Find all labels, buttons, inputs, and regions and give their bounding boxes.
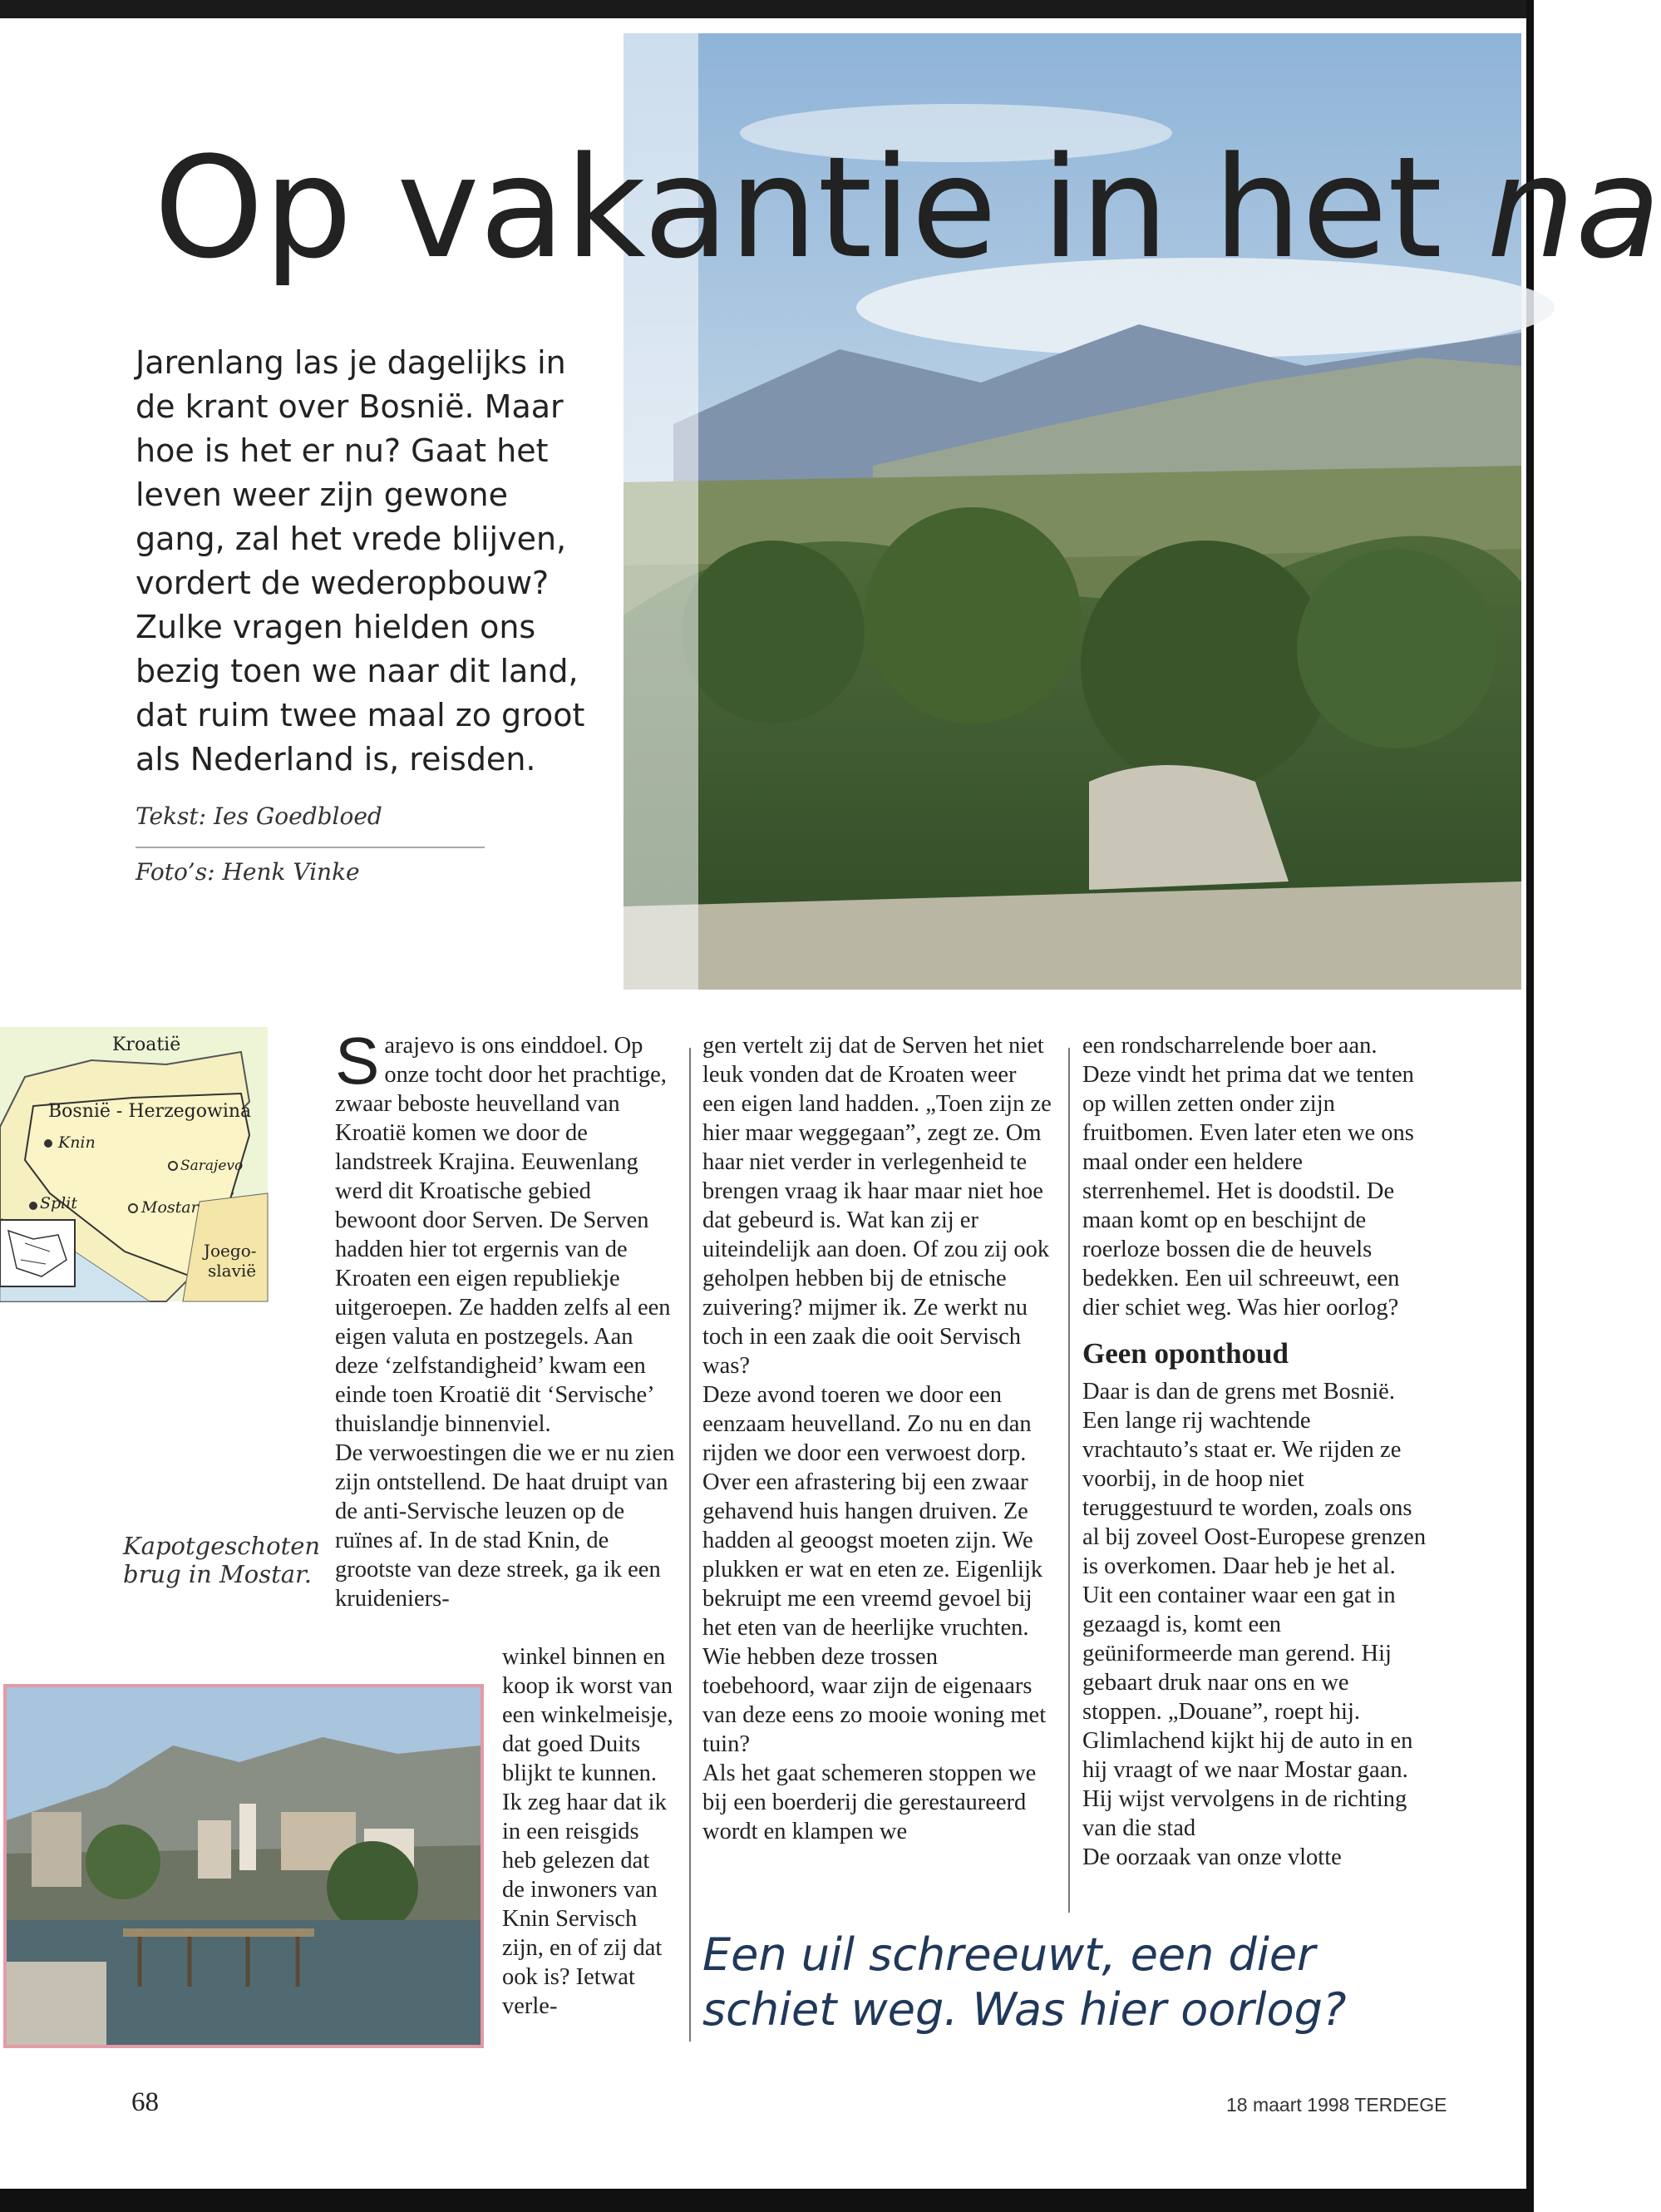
article-column-3 (1082, 1031, 1432, 1872)
article-column-1-continued (502, 1642, 677, 2021)
article-paragraph: Daar is dan de grens met Bosnië. Een lange rij wachtende vrachtauto’s staat er. We rijden ze voorbij, in de hoop niet teruggestuurd te worden, zoals ons al bij zoveel Oost-Europese grenzen is overkomen. Daar heb je het al. Uit een container waar een gat in gezaagd is, komt een geüniformeerde man gerend. Hij gebaart druk naar ons en we stoppen. „Douane”, roept hij. Glimlachend kijkt hij de auto in en hij vraagt of we naar Mostar gaan. Hij wijst vervolgens in de richting van die stad (1082, 1379, 1427, 1841)
article-paragraph: Als het gaat schemeren stoppen we bij een boerderij die gerestaureerd wordt en klampen we (702, 1760, 1037, 1844)
column-divider (1068, 1048, 1070, 1913)
article-column-1 (335, 1024, 676, 1613)
map-label-joego: Joego- (204, 1241, 257, 1261)
article-paragraph: De verwoestingen die we er nu zien zijn ontstellend. De haat druipt van de anti-Servische leuzen op de ruïnes af. In de stad Knin, de grootste van deze streek, ga ik een kruideniers- (335, 1440, 675, 1612)
map-label-slavie: slavië (208, 1261, 257, 1281)
article-text: arajevo is ons einddoel. Op onze tocht door het prachtige, zwaar beboste heuvelland van Kroatië komen we door de landstreek Krajina. Eeuwenlang werd dit Kroatische gebied bewoont door Serven. De Serven hadden hier tot ergernis van de Kroaten een eigen republiekje uitgeroepen. Ze hadden zelfs al een eigen valuta en postzegels. Aan deze ‘zelfstandigheid’ kwam een einde toen Kroatië dit ‘Servische’ thuislandje binnenviel. (335, 1033, 671, 1437)
page-bottom-border (0, 2189, 1534, 2212)
pull-quote: Een uil schreeuwt, een dier schiet weg. Was hier oorlog? (702, 1928, 1347, 2036)
text-credit: Tekst: Ies Goedbloed (136, 802, 485, 848)
headline-main: Op vakantie in het (154, 126, 1487, 289)
headline (154, 125, 1661, 299)
map-label-mostar: Mostar (141, 1198, 199, 1217)
headline-italic: na (1486, 126, 1661, 289)
mostar-bridge-photo (3, 1684, 484, 2048)
article-paragraph: winkel binnen en koop ik worst van een winkelmeisje, dat goed Duits blijkt te kunnen. Ik zeg haar dat ik in een reisgids heb gelezen dat de inwoners van Knin Servisch zijn, en of zij dat ook is? Ietwat verle- (502, 1644, 673, 2019)
article-paragraph: De oorzaak van onze vlotte (1082, 1844, 1342, 1870)
photo-credit: Foto’s: Henk Vinke (136, 858, 360, 886)
footer-issue: 18 maart 1998 TERDEGE (1226, 2094, 1447, 2116)
map-label-bosnie: Bosnië - Herzegowina (48, 1101, 252, 1122)
map-figure (0, 1027, 268, 1301)
page-right-border (1526, 0, 1534, 2212)
article-paragraph: gen vertelt zij dat de Serven het niet leuk vonden dat de Kroaten weer een eigen land hadden. „Toen zijn ze hier maar weggegaan”, zegt ze. Om haar niet verder in verlegenheid te brengen vraag ik haar maar niet hoe dat gebeurd is. Wat kan zij er uiteindelijk aan doen. Of zou zij ook geholpen hebben bij de etnische zuivering? mijmer ik. Ze werkt nu toch in een zaak die ooit Servisch was? (702, 1033, 1052, 1379)
map-label-split: Split (40, 1194, 77, 1212)
column-divider (689, 1048, 691, 2042)
article-column-2 (702, 1031, 1052, 1846)
photo-caption: Kapotgeschoten brug in Mostar. (123, 1532, 321, 1588)
article-paragraph: Deze avond toeren we door een eenzaam heuvelland. Zo nu en dan rijden we door een verwoest dorp. Over een afrastering bij een zwaar gehavend huis hangen druiven. Ze hadden al geoogst moeten zijn. We plukken er wat en eten ze. Eigenlijk bekruipt me een vreemd gevoel bij het eten van de heerlijke vruchten. Wie hebben deze trossen toebehoord, waar zijn de eigenaars van deze eens zo mooie woning met tuin? (702, 1382, 1047, 1757)
article-paragraph: een rondscharrelende boer aan. Deze vindt het prima dat we tenten op willen zetten onder zijn fruitbomen. Even later eten we ons maal onder een heldere sterrenhemel. Het is doodstil. De maan komt op en beschijnt de roerloze bossen die de heuvels bedekken. Een uil schreeuwt, een dier schiet weg. Was hier oorlog? (1082, 1033, 1414, 1321)
intro-paragraph: Jarenlang las je dagelijks in de krant over Bosnië. Maar hoe is het er nu? Gaat het leven weer zijn gewone gang, zal het vrede blijven, vordert de wederopbouw? Zulke vragen hielden ons bezig toen we naar dit land, dat ruim twee maal zo groot als Nederland is, reisden. (136, 344, 585, 778)
article-paragraph (335, 1024, 676, 1439)
page-number: 68 (131, 2087, 159, 2117)
map-label-sarajevo: Sarajevo (180, 1158, 244, 1174)
map-label-knin: Knin (58, 1133, 96, 1152)
page-top-border (0, 0, 1534, 18)
map-label-kroatie: Kroatië (112, 1034, 181, 1055)
drop-cap: S (335, 1024, 380, 1098)
subheading: Geen oponthoud (1082, 1337, 1289, 1370)
